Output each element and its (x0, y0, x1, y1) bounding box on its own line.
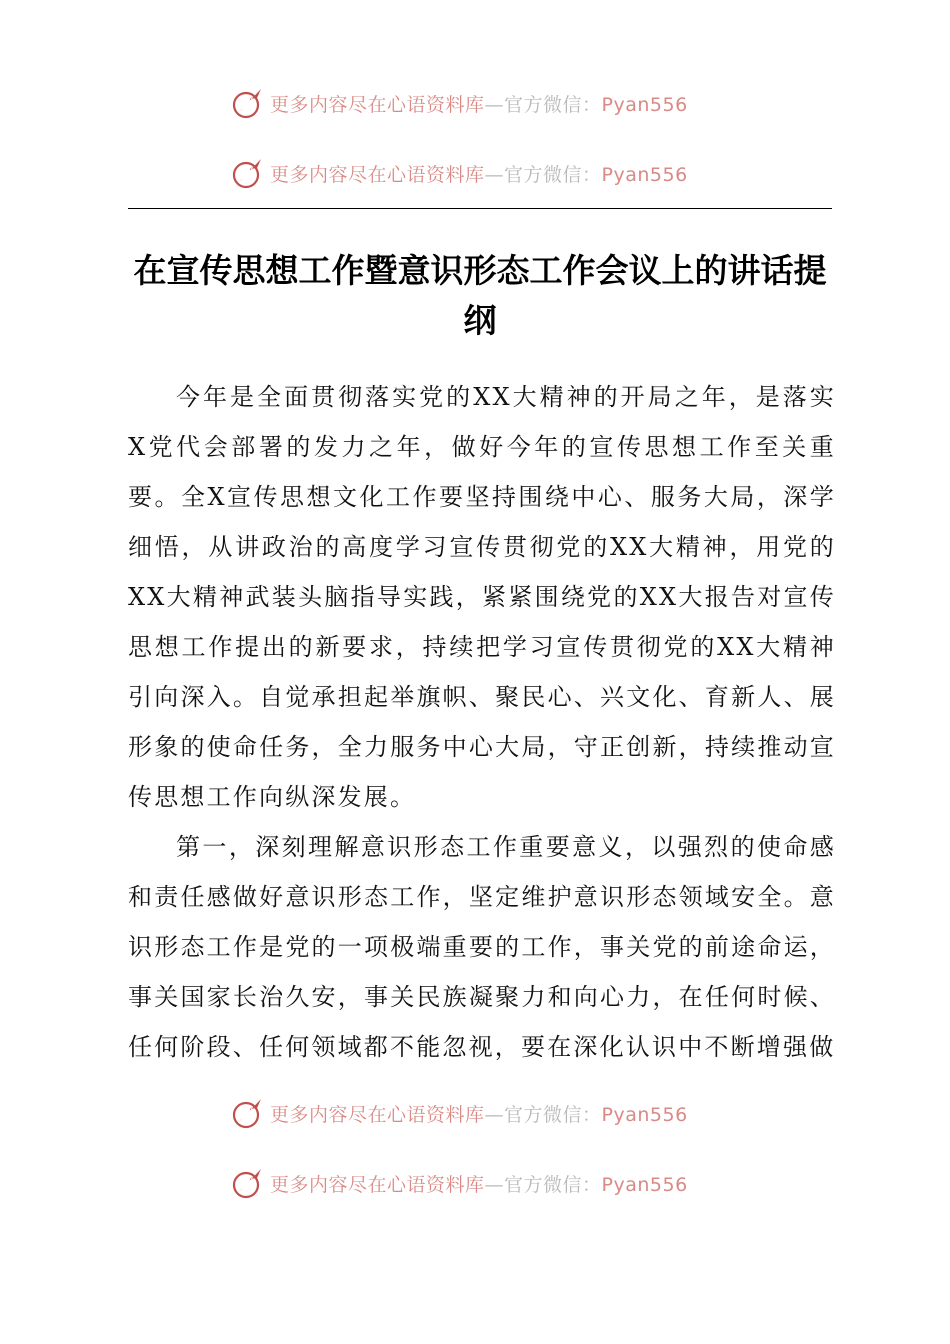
quill-logo-icon (230, 1095, 266, 1131)
watermark-text: 更多内容尽在心语资料库—官方微信：Pyan556 (270, 93, 688, 116)
watermark-text: 更多内容尽在心语资料库—官方微信：Pyan556 (270, 163, 688, 186)
paragraph-1: 今年是全面贯彻落实党的XX大精神的开局之年，是落实X党代会部署的发力之年，做好今年的宣传思想工作至关重要。全X宣传思想文化工作要坚持围绕中心、服务大局，深学细悟，从讲政治的高度学习宣传贯彻党的XX大精神，用党的XX大精神武装头脑指导实践，紧紧围绕党的XX大报告对宣传思想工作提出的新要求，持续把学习宣传贯彻党的XX大精神引向深入。自觉承担起举旗帜、聚民心、兴文化、育新人、展形象的使命任务，全力服务中心大局，守正创新，持续推动宣传思想工作向纵深发展。 (128, 383, 836, 811)
watermark-text: 更多内容尽在心语资料库—官方微信：Pyan556 (270, 1173, 688, 1196)
watermark-bottom-2 (230, 1163, 688, 1203)
quill-logo-icon (230, 85, 266, 121)
watermark-bottom-1 (230, 1093, 688, 1133)
header-divider (128, 208, 832, 209)
watermark-top-2 (230, 153, 688, 193)
quill-logo-icon (230, 155, 266, 191)
watermark-top-1 (230, 83, 688, 123)
document-title: 在宣传思想工作暨意识形态工作会议上的讲话提纲 (133, 251, 827, 340)
quill-logo-icon (230, 1165, 266, 1201)
document-body (128, 372, 836, 1072)
paragraph-2: 第一，深刻理解意识形态工作重要意义，以强烈的使命感和责任感做好意识形态工作，坚定维护意识形态领域安全。意识形态工作是党的一项极端重要的工作，事关党的前途命运，事关国家长治久安，事关民族凝聚力和向心力，在任何时候、任何阶段、任何领域都不能忽视，要在深化认识中不断增强做 (128, 833, 836, 1061)
watermark-text: 更多内容尽在心语资料库—官方微信：Pyan556 (270, 1103, 688, 1126)
